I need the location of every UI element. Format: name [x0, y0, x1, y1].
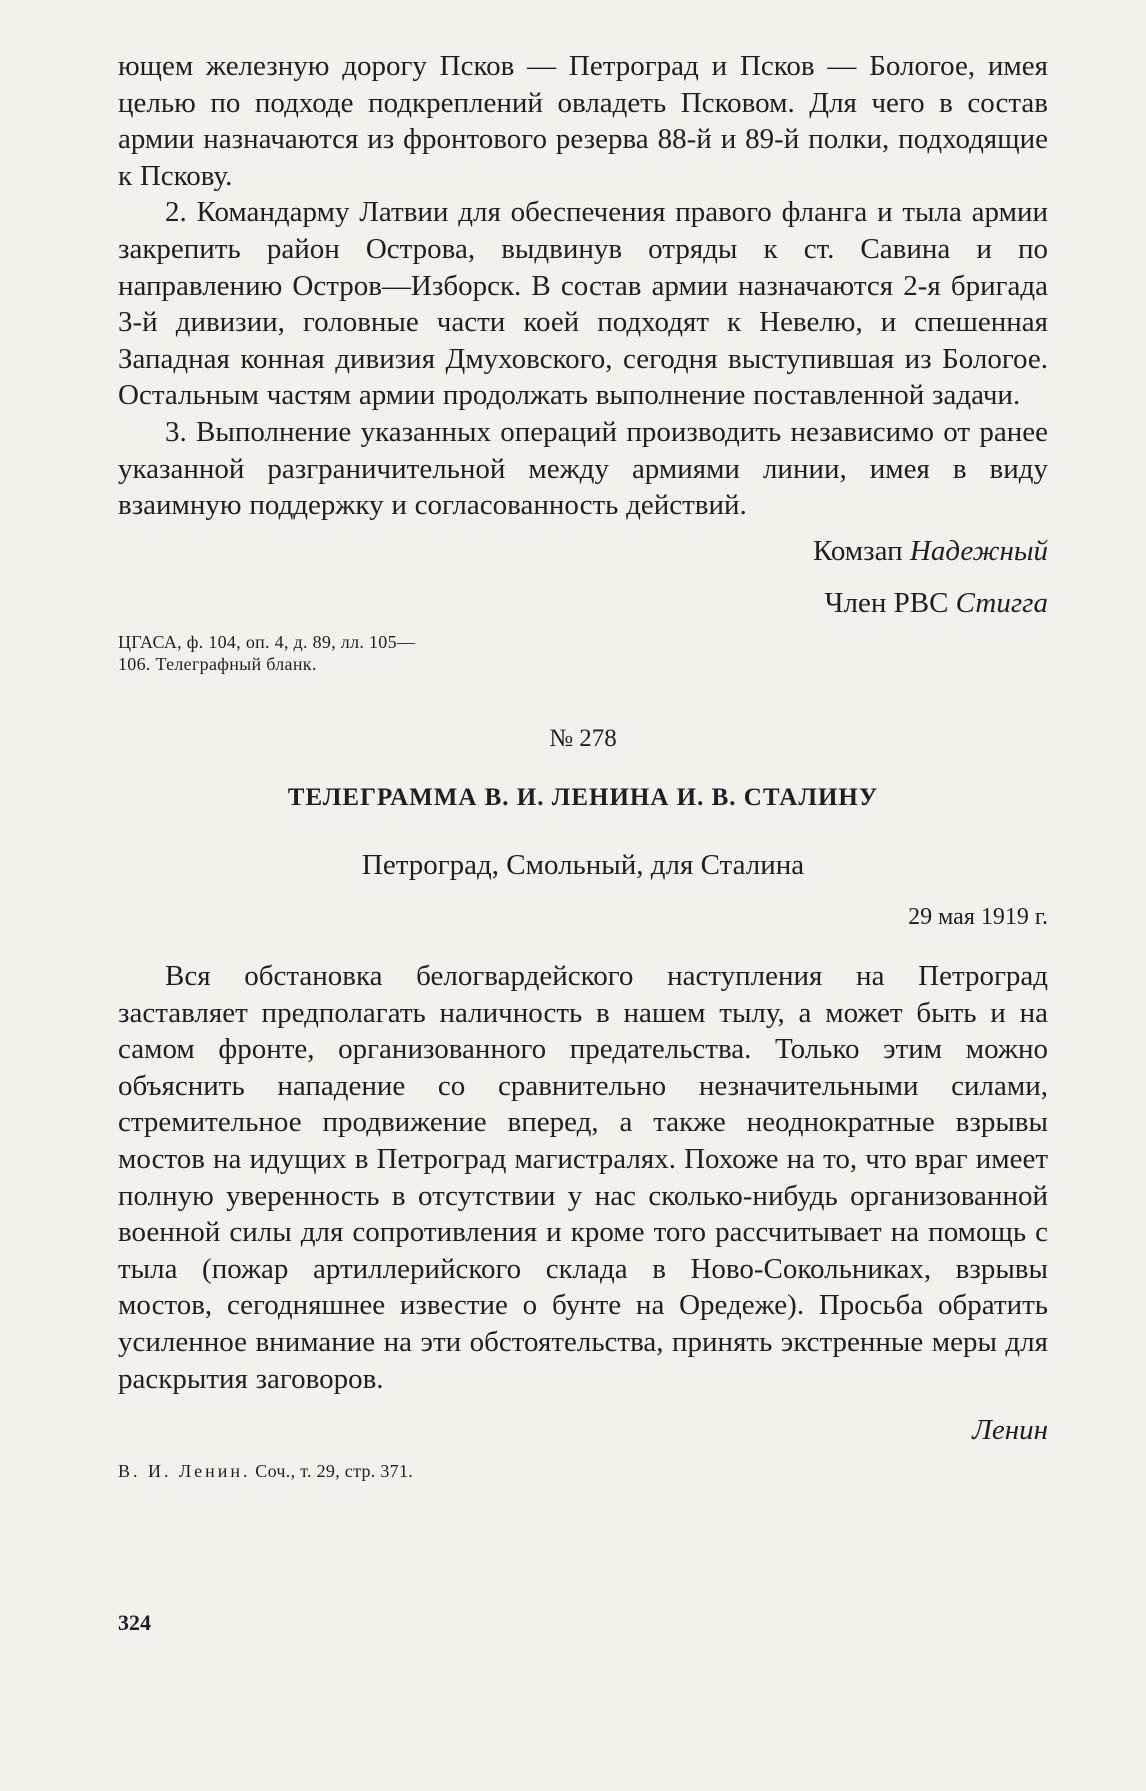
signature-komzap	[118, 533, 1048, 569]
telegram-date: 29 мая 1919 г.	[908, 904, 1048, 930]
telegram-body	[118, 958, 1048, 1397]
document-number: № 278	[549, 725, 617, 752]
telegram-signature	[118, 1412, 1048, 1448]
source-reference: Соч., т. 29, стр. 371.	[255, 1461, 414, 1481]
source-author: В. И. Ленин.	[118, 1461, 251, 1481]
archive-source-line-1: ЦГАСА, ф. 104, оп. 4, д. 89, лл. 105—	[118, 632, 416, 652]
rvs-name: Стигга	[955, 587, 1048, 619]
lenin-signature: Ленин	[972, 1414, 1048, 1446]
paragraph-3: 3. Выполнение указанных операций производить независимо от ранее указанной разграничительной между армиями линии, имея в виду взаимную поддержку и согласованность действий.	[118, 415, 1048, 522]
telegram-address: Петроград, Смольный, для Сталина	[361, 849, 805, 881]
page-number: 324	[118, 1610, 151, 1635]
komzap-name: Надежный	[909, 535, 1048, 567]
paragraph-1: ющем железную дорогу Псков — Петроград и Псков — Бологое, имея целью по подходе подкреплений овладеть Псковом. Для чего в состав армии назначаются из фронтового резерва 88-й и 89-й полки, подходящие к Пскову.	[118, 50, 1048, 192]
publication-source	[118, 1460, 1048, 1482]
document-title: ТЕЛЕГРАММА В. И. ЛЕНИНА И. В. СТАЛИНУ	[287, 784, 879, 811]
telegram-text: Вся обстановка белогвардейского наступления на Петроград заставляет предполагать наличность в нашем тылу, а может быть и на самом фронте, организованного предательства. Только этим можно объяснить нападение со сравнительно незначительными силами, стремительное продвижение вперед, а также неоднократные взрывы мостов на идущих в Петроград магистралях. Похоже на то, что враг имеет полную уверенность в отсутствии у нас сколько-нибудь организованной военной силы для сопротивления и кроме того рассчитывает на помощь с тыла (пожар артиллерийского склада в Ново-Сокольниках, взрывы мостов, сегодняшнее известие о бунте на Оредеже). Просьба обратить усиленное внимание на эти обстоятельства, принять экстренные меры для раскрытия заговоров.	[118, 960, 1048, 1395]
rvs-title: Член РВС	[824, 587, 949, 619]
komzap-title: Комзап	[812, 535, 903, 567]
paragraph-2: 2. Командарму Латвии для обеспечения правого фланга и тыла армии закрепить район Острова, выдвинув отряды к ст. Савина и по направлению Остров—Изборск. В состав армии назначаются 2-я бригада 3-й дивизии, головные части коей подходят к Невелю, и спешенная Западная конная дивизия Дмуховского, сегодня выступившая из Бологое. Остальным частям армии продолжать выполнение поставленной задачи.	[118, 196, 1048, 412]
continued-order-text	[118, 48, 1048, 524]
archive-source	[118, 631, 1048, 675]
signature-rvs	[118, 585, 1048, 621]
archive-source-line-2: 106. Телеграфный бланк.	[118, 654, 317, 674]
